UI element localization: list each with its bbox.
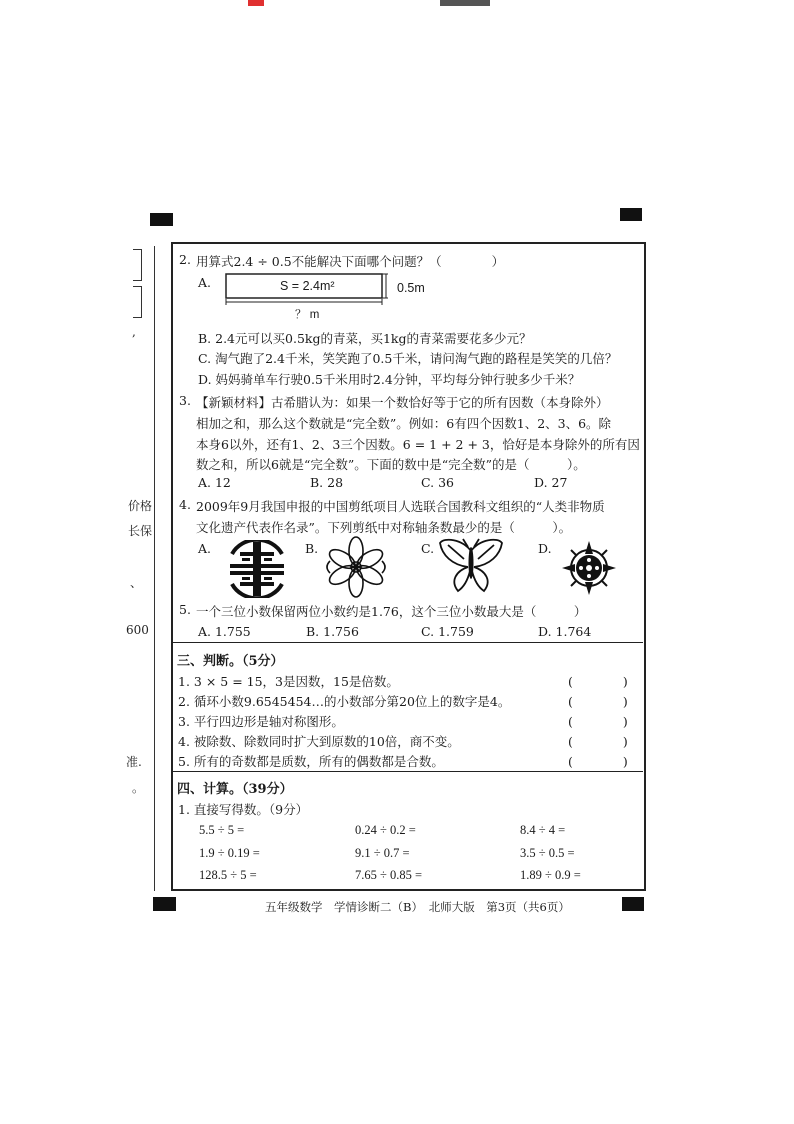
q4-option-a-label: A.	[198, 541, 212, 556]
left-fragment-5: 600	[126, 623, 149, 637]
judge-item-2: 2. 循环小数9.6545454…的小数部分第20位上的数字是4。	[178, 694, 511, 709]
calc-problem: 3.5 ÷ 0.5 =	[520, 846, 575, 860]
judge-item-3: 3. 平行四边形是轴对称图形。	[178, 714, 344, 729]
judge-answer-5[interactable]: ( )	[568, 754, 628, 769]
q4-option-d-label: D.	[538, 541, 552, 556]
q3-line-1: 【新颖材料】古希腊认为：如果一个数恰好等于它的所有因数（本身除外）	[196, 395, 609, 410]
divider-section-4	[172, 771, 643, 772]
q5-option-b: B. 1.756	[306, 624, 359, 639]
q2-number: 2.	[179, 252, 191, 267]
judge-item-4: 4. 被除数、除数同时扩大到原数的10倍，商不变。	[178, 734, 460, 749]
q4-line-1: 2009年9月我国申报的中国剪纸项目人选联合国教科文组织的“人类非物质	[196, 499, 605, 514]
double-happiness-papercut-icon	[226, 540, 288, 598]
q5-stem: 一个三位小数保留两位小数约是1.76，这个三位小数最大是（ ）	[196, 604, 587, 619]
left-fragment-7: 。	[132, 781, 145, 795]
q2-option-a-label: A.	[198, 275, 212, 290]
judge-item-1: 1. 3 × 5 = 15，3是因数，15是倍数。	[178, 674, 399, 689]
calc-subtitle: 1. 直接写得数。（9分）	[178, 802, 309, 817]
q3-line-3: 本身6以外，还有1、2、3三个因数。6 = 1 + 2 + 3，恰好是本身除外的所有因	[196, 437, 640, 452]
calc-problem: 128.5 ÷ 5 =	[199, 868, 257, 882]
left-fragment-4: 、	[130, 576, 143, 590]
calc-problem: 1.89 ÷ 0.9 =	[520, 868, 581, 882]
judge-answer-4[interactable]: ( )	[568, 734, 628, 749]
left-box-1	[133, 249, 142, 281]
q3-line-2: 相加之和，那么这个数就是“完全数”。例如：6有四个因数1、2、3、6。除	[196, 416, 612, 431]
q3-line-4: 数之和，所以6就是“完全数”。下面的数中是“完全数”的是（ ）。	[196, 457, 586, 472]
q5-option-c: C. 1.759	[421, 624, 474, 639]
q5-number: 5.	[179, 602, 191, 617]
calc-problem: 9.1 ÷ 0.7 =	[355, 846, 410, 860]
judge-answer-1[interactable]: ( )	[568, 674, 628, 689]
compass-papercut-icon	[560, 540, 618, 596]
left-fragment-2: 价格	[128, 499, 153, 513]
q4-option-b-label: B.	[305, 541, 319, 556]
registration-mark-top-right	[620, 208, 642, 221]
section-3-title: 三、判断。（5分）	[177, 654, 284, 669]
butterfly-papercut-icon	[438, 537, 504, 595]
area-label: S = 2.4m²	[280, 279, 335, 293]
q5-option-a: A. 1.755	[198, 624, 251, 639]
left-fragment-6: 准.	[126, 755, 142, 769]
q4-number: 4.	[179, 497, 191, 512]
q2-stem: 用算式2.4 ÷ 0.5不能解决下面哪个问题？（ ）	[196, 254, 505, 269]
flower-papercut-icon	[322, 535, 390, 599]
registration-mark-bottom-right	[622, 897, 644, 911]
q3-option-d: D. 27	[534, 475, 568, 490]
registration-mark-bottom-left	[153, 897, 176, 911]
q3-option-c: C. 36	[421, 475, 454, 490]
divider-section-3	[172, 642, 643, 643]
top-gray-mark	[440, 0, 490, 6]
left-box-2	[133, 286, 142, 318]
q3-number: 3.	[179, 393, 191, 408]
q2-option-b: B. 2.4元可以买0.5kg的青菜，买1kg的青菜需要花多少元？	[198, 331, 532, 346]
q4-option-c-label: C.	[421, 541, 435, 556]
calc-problem: 0.24 ÷ 0.2 =	[355, 823, 416, 837]
left-fragment-3: 长保	[128, 524, 153, 538]
section-4-title: 四、计算。（39分）	[177, 782, 293, 797]
q2-option-c: C. 淘气跑了2.4千米，笑笑跑了0.5千米，请问淘气跑的路程是笑笑的几倍？	[198, 351, 618, 366]
registration-mark-top-left	[150, 213, 173, 226]
q3-option-a: A. 12	[198, 475, 231, 490]
q5-option-d: D. 1.764	[538, 624, 592, 639]
judge-answer-3[interactable]: ( )	[568, 714, 628, 729]
calc-problem: 7.65 ÷ 0.85 =	[355, 868, 423, 882]
left-fragment-1: ,	[132, 325, 136, 339]
q4-line-2: 文化遗产代表作名录”。下列剪纸中对称轴条数最少的是（ ）。	[196, 520, 572, 535]
q2-option-d: D. 妈妈骑单车行驶0.5千米用时2.4分钟，平均每分钟行驶多少千米？	[198, 372, 581, 387]
page-footer: 五年级数学 学情诊断二（B） 北师大版 第3页（共6页）	[265, 900, 570, 914]
calc-problem: 1.9 ÷ 0.19 =	[199, 846, 260, 860]
q3-option-b: B. 28	[310, 475, 344, 490]
calc-problem: 5.5 ÷ 5 =	[199, 823, 245, 837]
judge-item-5: 5. 所有的奇数都是质数，所有的偶数都是合数。	[178, 754, 444, 769]
judge-answer-2[interactable]: ( )	[568, 694, 628, 709]
width-label: 0.5m	[397, 281, 425, 295]
calc-problem: 8.4 ÷ 4 =	[520, 823, 566, 837]
length-label: ？ m	[295, 309, 320, 321]
top-red-mark	[248, 0, 264, 6]
